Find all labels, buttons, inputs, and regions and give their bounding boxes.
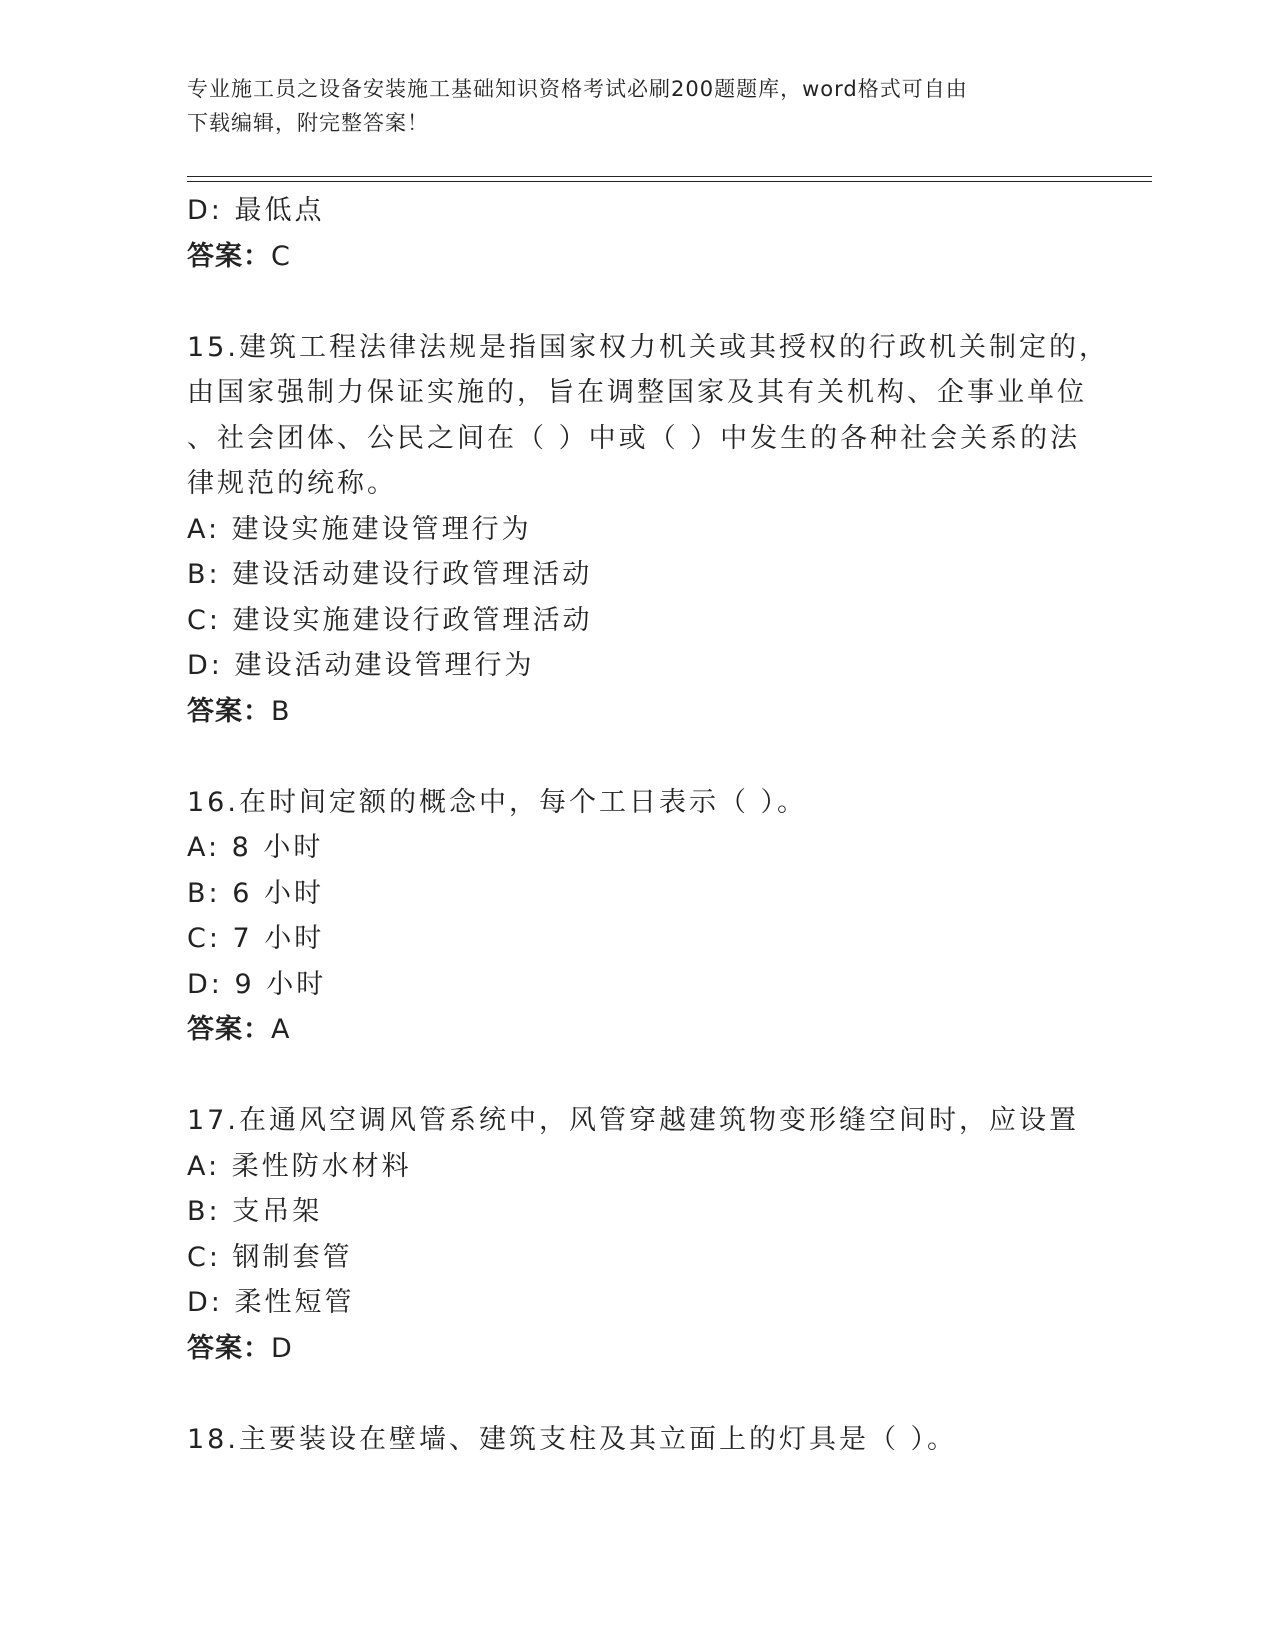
- question-15-stem-line-1: 15.建筑工程法律法规是指国家权力机关或其授权的行政机关制定的，: [187, 331, 1109, 363]
- answer-value: A: [271, 1014, 293, 1045]
- question-15-stem-line-4: 律规范的统称。: [187, 468, 397, 499]
- spacer: [187, 279, 1107, 325]
- question-16-answer: [187, 1007, 1107, 1053]
- question-18-stem: 18.主要装设在壁墙、建筑支柱及其立面上的灯具是（ ）。: [187, 1423, 958, 1455]
- question-15-stem-line-3: 、社会团体、公民之间在（ ）中或（ ）中发生的各种社会关系的法: [187, 422, 1081, 454]
- question-15-option-c: C: 建设实施建设行政管理活动: [187, 604, 593, 636]
- question-17-stem: 17.在通风空调风管系统中，风管穿越建筑物变形缝空间时，应设置: [187, 1105, 1079, 1136]
- question-16-option-c: C: 7 小时: [187, 923, 325, 954]
- answer-label: 答案：: [187, 240, 271, 272]
- question-16-stem: 16.在时间定额的概念中，每个工日表示（ ）。: [187, 786, 808, 818]
- question-15-stem-line-2: 由国家强制力保证实施的，旨在调整国家及其有关机构、企事业单位: [187, 377, 1087, 408]
- question-15-option-b: B: 建设活动建设行政管理活动: [187, 559, 593, 590]
- question-16-option-a: A: 8 小时: [187, 832, 324, 863]
- header-line-2: 下载编辑，附完整答案！: [187, 111, 429, 135]
- question-17-option-c: C: 钢制套管: [187, 1241, 353, 1273]
- question-17-option-b: B: 支吊架: [187, 1196, 323, 1227]
- answer-value: B: [271, 695, 293, 727]
- answer-value: D: [271, 1332, 295, 1364]
- header-rule-top: [187, 176, 1152, 177]
- question-15-answer: [187, 689, 1107, 735]
- prev-answer: [187, 234, 1107, 280]
- spacer: [187, 1371, 1107, 1417]
- header-line-1: 专业施工员之设备安装施工基础知识资格考试必刷200题题库，word格式可自由: [187, 77, 968, 101]
- document-header: [187, 72, 1067, 140]
- question-17-option-a: A: 柔性防水材料: [187, 1150, 412, 1182]
- header-rule-bottom: [187, 181, 1152, 182]
- answer-label: 答案：: [187, 1332, 271, 1364]
- question-16-option-b: B: 6 小时: [187, 877, 324, 909]
- spacer: [187, 1053, 1107, 1099]
- question-content: [187, 188, 1107, 1462]
- question-17-option-d: D: 柔性短管: [187, 1287, 355, 1318]
- question-15-option-a: A: 建设实施建设管理行为: [187, 513, 532, 545]
- question-16-option-d: D: 9 小时: [187, 968, 327, 1000]
- answer-label: 答案：: [187, 695, 271, 727]
- prev-option-d: D: 最低点: [187, 195, 325, 226]
- answer-value: C: [271, 240, 293, 272]
- answer-label: 答案：: [187, 1014, 271, 1045]
- question-15-option-d: D: 建设活动建设管理行为: [187, 650, 535, 681]
- question-17-answer: [187, 1326, 1107, 1372]
- spacer: [187, 734, 1107, 780]
